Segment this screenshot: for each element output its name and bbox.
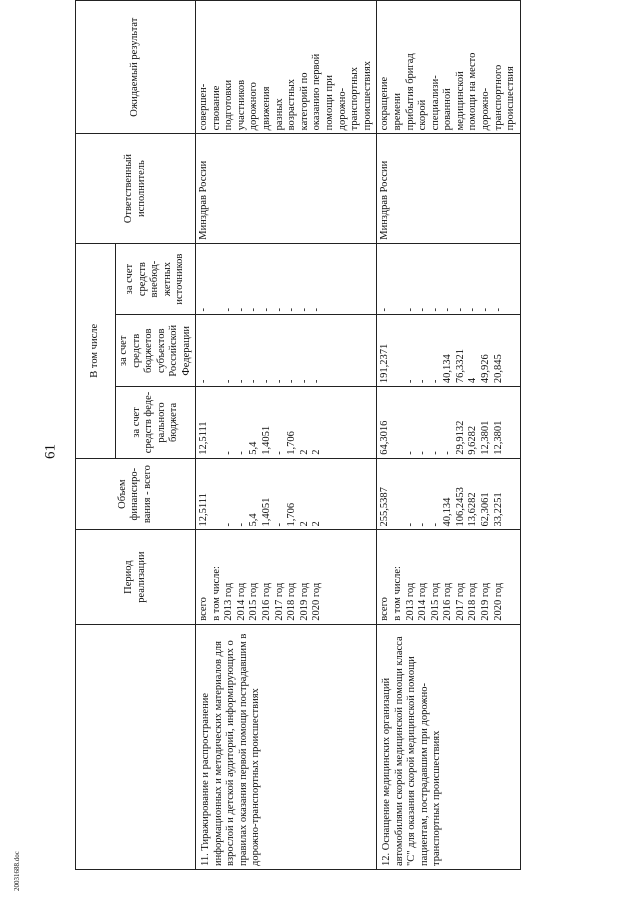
regional-cell xyxy=(377,315,521,387)
cell-line: 2015 год xyxy=(248,582,260,621)
cell-line: дорожного xyxy=(248,82,260,131)
cell-line: - xyxy=(260,379,272,384)
period-cell xyxy=(196,530,377,624)
cell-line: 40,134 xyxy=(442,354,454,384)
total-cell xyxy=(377,458,521,530)
cell-line: - xyxy=(492,307,504,312)
cell-line: - xyxy=(235,379,247,384)
cell-line: - xyxy=(404,307,416,312)
cell-line: 2013 год xyxy=(223,582,235,621)
cell-line: 2 xyxy=(311,449,323,455)
header-measure xyxy=(76,624,196,869)
cell-line: 2 xyxy=(311,521,323,527)
executor-cell: Минздрав России xyxy=(377,134,521,243)
cell-line: 2017 год xyxy=(273,582,285,621)
cell-line xyxy=(211,390,224,455)
cell-line: времени xyxy=(391,92,403,131)
cell-line: 106,2453 xyxy=(454,487,466,527)
cell-line: 33,2251 xyxy=(492,492,504,527)
offbudget-cell xyxy=(377,243,521,315)
cell-line: 1,706 xyxy=(286,431,298,455)
cell-line: совершен- xyxy=(198,83,209,131)
cell-line: - xyxy=(429,522,441,527)
cell-line: 76,3321 xyxy=(454,349,466,384)
cell-line: - xyxy=(198,379,209,384)
cell-line: 64,3016 xyxy=(379,420,391,455)
cell-line: - xyxy=(248,379,260,384)
cell-line: категорий по xyxy=(298,72,310,131)
result-cell xyxy=(196,1,377,134)
cell-line: движения xyxy=(260,86,272,131)
cell-line: 2016 год xyxy=(260,582,272,621)
footer-file-code: 20031688.doc xyxy=(13,851,21,891)
cell-line: - xyxy=(235,522,247,527)
cell-line: 2016 год xyxy=(442,582,454,621)
cell-line: 2020 год xyxy=(311,582,323,621)
cell-line: 29,9132 xyxy=(454,420,466,455)
cell-line: 12,5111 xyxy=(198,421,209,455)
total-cell xyxy=(196,458,377,530)
cell-line: 49,926 xyxy=(480,354,492,384)
measure-name: 11. Тиражирование и распространение информационных и методических материалов для взрослой и детской аудиторий, информирующих о правилах оказания первой помощи пострадавшим в дорожно-транспортных происшествиях xyxy=(196,624,377,869)
header-total-funding: Объем финансиро-вания - всего xyxy=(76,458,196,530)
header-period: Период реализации xyxy=(76,530,196,624)
cell-line xyxy=(392,318,405,383)
cell-line: 40,134 xyxy=(442,497,454,527)
header-regional-budget: за счет средств бюджетов субъектов Российской Федерации xyxy=(116,315,196,387)
cell-line: - xyxy=(198,307,209,312)
cell-line xyxy=(392,247,405,312)
cell-line xyxy=(211,318,224,383)
cell-line: - xyxy=(429,451,441,455)
cell-line: дорожно- xyxy=(480,87,492,131)
cell-line: - xyxy=(404,379,416,384)
header-executor: Ответственный исполнитель xyxy=(76,134,196,243)
cell-line: прибытия бригад xyxy=(404,53,416,131)
cell-line: 2018 год xyxy=(286,582,298,621)
cell-line: 5,4 xyxy=(248,513,260,527)
cell-line: 255,5387 xyxy=(379,487,391,527)
cell-line: - xyxy=(454,307,466,312)
cell-line: 2014 год xyxy=(235,582,247,621)
cell-line: - xyxy=(404,522,416,527)
period-cell xyxy=(377,530,521,624)
federal-cell xyxy=(377,387,521,459)
cell-line: происшествия xyxy=(505,66,517,131)
cell-line: 2 xyxy=(298,449,310,455)
cell-line: сокращение xyxy=(379,76,391,131)
cell-line xyxy=(392,390,405,455)
cell-line: - xyxy=(235,451,247,455)
cell-line: оказанию первой xyxy=(311,53,323,131)
measure-name: 12. Оснащение медицинских организаций автомобилями скорой медицинской помощи класса "С" для оказания скорой медицинской помощи пациентам, пострадавшим при дорожно-транспортных происшествиях xyxy=(377,624,521,869)
cell-line: - xyxy=(286,307,298,312)
cell-line: 1,4051 xyxy=(260,425,272,455)
cell-line: - xyxy=(467,307,479,312)
cell-line: - xyxy=(235,307,247,312)
cell-line: участников xyxy=(235,79,247,131)
cell-line: - xyxy=(429,307,441,312)
cell-line: 5,4 xyxy=(248,441,260,455)
cell-line: разных xyxy=(273,98,285,131)
cell-line: 2020 год xyxy=(492,582,504,621)
cell-line: - xyxy=(417,522,429,527)
result-cell xyxy=(377,1,521,134)
cell-line: 2015 год xyxy=(429,582,441,621)
cell-line: - xyxy=(417,451,429,455)
cell-line: - xyxy=(273,307,285,312)
cell-line: - xyxy=(273,451,285,455)
cell-line: 191,2371 xyxy=(379,343,391,384)
cell-line: рованной xyxy=(442,88,454,131)
header-result: Ожидаемый результат xyxy=(76,1,196,134)
cell-line: - xyxy=(442,451,454,455)
cell-line: 13,6282 xyxy=(467,492,479,527)
header-offbudget: за счет средств внебюд-жетных источников xyxy=(116,243,196,315)
cell-line: - xyxy=(260,307,272,312)
cell-line: - xyxy=(286,379,298,384)
cell-line: в том числе: xyxy=(391,566,403,621)
cell-line xyxy=(211,462,224,527)
cell-line: транспортного xyxy=(492,64,504,131)
cell-line: - xyxy=(223,522,235,527)
cell-line: - xyxy=(417,307,429,312)
cell-line: транспортных xyxy=(349,66,361,131)
cell-line: - xyxy=(273,522,285,527)
cell-line: - xyxy=(223,379,235,384)
page-number: 61 xyxy=(42,444,59,459)
cell-line: 1,706 xyxy=(286,502,298,527)
cell-line: - xyxy=(404,451,416,455)
cell-line xyxy=(392,462,405,527)
cell-line: 2019 год xyxy=(298,582,310,621)
cell-line: специализи- xyxy=(429,75,441,131)
cell-line: происшествиях xyxy=(361,61,373,131)
cell-line: помощи при xyxy=(323,74,335,131)
cell-line: - xyxy=(311,307,323,312)
cell-line: - xyxy=(248,307,260,312)
cell-line: дорожно- xyxy=(336,87,348,131)
header-including: В том числе xyxy=(76,243,116,458)
program-measures-table xyxy=(75,0,521,870)
cell-line: 2019 год xyxy=(480,582,492,621)
cell-line: помощи на место xyxy=(467,52,479,131)
table-row xyxy=(377,1,521,870)
cell-line: - xyxy=(298,379,310,384)
cell-line: подготовки xyxy=(223,79,235,131)
cell-line: - xyxy=(298,307,310,312)
executor-cell: Минздрав России xyxy=(196,134,377,243)
cell-line: 9,6282 xyxy=(467,425,479,455)
regional-cell xyxy=(196,315,377,387)
cell-line: - xyxy=(311,379,323,384)
cell-line: медицинской xyxy=(454,71,466,131)
cell-line: - xyxy=(223,451,235,455)
cell-line: 12,5111 xyxy=(198,493,209,527)
cell-line: возрастных xyxy=(286,78,298,131)
cell-line: скорой xyxy=(417,99,429,131)
cell-line: - xyxy=(480,307,492,312)
cell-line: 2018 год xyxy=(467,582,479,621)
cell-line: 2014 год xyxy=(417,582,429,621)
cell-line: - xyxy=(429,379,441,384)
cell-line: 2 xyxy=(298,521,310,527)
cell-line: в том числе: xyxy=(210,566,222,621)
federal-cell xyxy=(196,387,377,459)
cell-line: 2013 год xyxy=(404,582,416,621)
table-row xyxy=(196,1,377,870)
cell-line: 20,845 xyxy=(492,354,504,384)
cell-line: 62,3061 xyxy=(480,492,492,527)
cell-line: ствование xyxy=(210,85,222,131)
cell-line: - xyxy=(417,379,429,384)
cell-line: - xyxy=(273,379,285,384)
rotated-table-container xyxy=(75,0,625,870)
cell-line: 4 xyxy=(467,377,479,384)
cell-line: всего xyxy=(198,597,209,621)
offbudget-cell xyxy=(196,243,377,315)
header-federal-budget: за счет средств феде-рального бюджета xyxy=(116,387,196,459)
cell-line: 12,3801 xyxy=(492,420,504,455)
cell-line: 2017 год xyxy=(454,582,466,621)
cell-line: - xyxy=(223,307,235,312)
cell-line: всего xyxy=(379,597,391,621)
cell-line: - xyxy=(442,307,454,312)
cell-line: - xyxy=(379,307,391,312)
cell-line xyxy=(211,247,224,312)
cell-line: 1,4051 xyxy=(260,497,272,527)
cell-line: 12,3801 xyxy=(480,420,492,455)
